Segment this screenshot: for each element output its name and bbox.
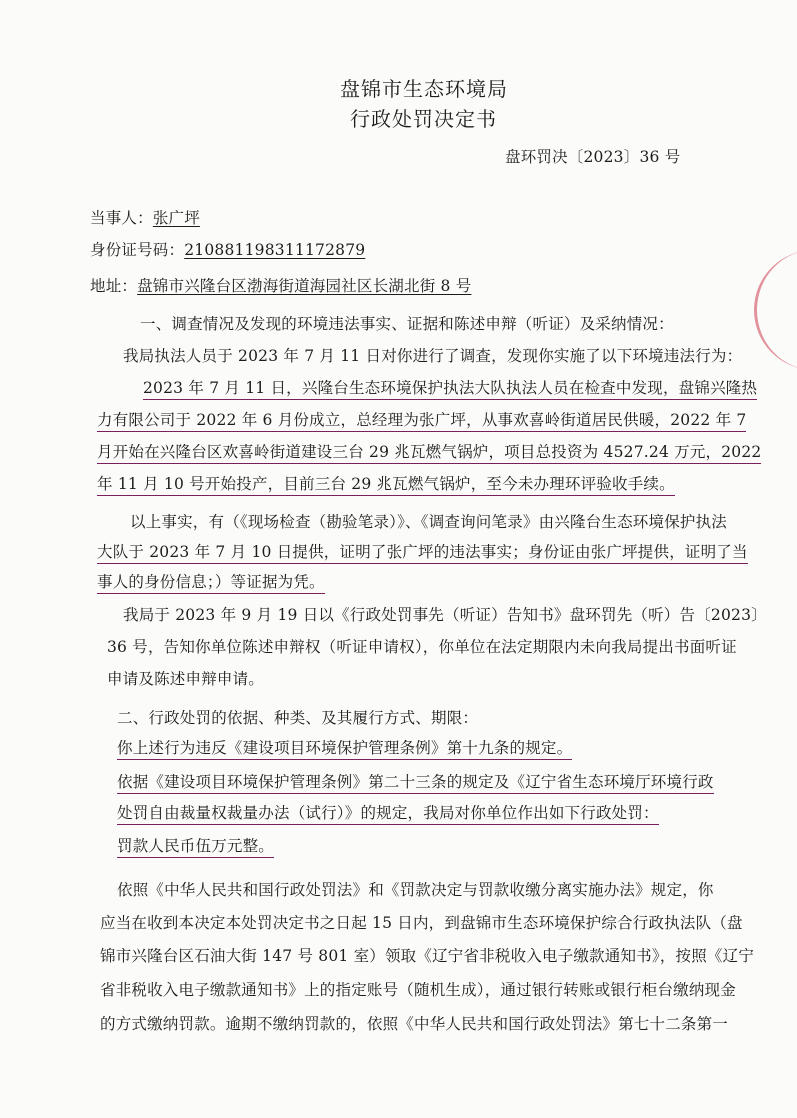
violation-line-3: 月开始在兴隆台区欢喜岭街道建设三台 29 兆瓦燃气锅炉，项目总投资为 4527.24 万元，2022 <box>97 442 761 464</box>
paragraph-investigation: 我局执法人员于 2023 年 7 月 11 日对你进行了调查，发现你实施了以下环境违法行为： <box>123 347 743 365</box>
payment-line-4: 省非税收入电子缴款通知书》上的指定账号（随机生成），通过银行转账或银行柜台缴纳现金 <box>100 981 736 999</box>
party-address: 盘锦市兴隆台区渤海街道海园社区长湖北街 8 号 <box>137 277 472 295</box>
party-name-label: 当事人： <box>90 209 153 227</box>
party-id-number: 210881198311172879 <box>184 241 366 259</box>
party-name-row <box>90 208 200 228</box>
agency-title: 盘锦市生态环境局 <box>340 77 508 101</box>
notice-line-3: 申请及陈述申辩申请。 <box>107 670 265 688</box>
document-number: 盘环罚决〔2023〕36 号 <box>505 148 681 166</box>
evidence-line-3: 事人的身份信息；）等证据为凭。 <box>97 572 325 594</box>
violation-line-1: 2023 年 7 月 11 日，兴隆台生态环境保护执法大队执法人员在检查中发现，盘锦兴隆热 <box>143 378 757 400</box>
party-id-row <box>90 240 365 260</box>
party-name: 张广坪 <box>152 209 200 227</box>
evidence-line-2: 大队于 2023 年 7 月 10 日提供，证明了张广坪的违法事实；身份证由张广坪提供，证明了当 <box>97 542 748 564</box>
payment-line-3: 锦市兴隆台区石油大街 147 号 801 室）领取《辽宁省非税收入电子缴款通知书》，按照《辽宁 <box>100 947 755 965</box>
violated-regulation: 你上述行为违反《建设项目环境保护管理条例》第十九条的规定。 <box>117 738 572 760</box>
party-address-row <box>90 276 471 296</box>
penalty-amount: 罚款人民币伍万元整。 <box>117 836 274 858</box>
notice-line-1: 我局于 2023 年 9 月 19 日以《行政处罚事先（听证）告知书》盘环罚先（听）告〔2023〕 <box>123 606 767 624</box>
party-id-label: 身份证号码： <box>90 241 185 259</box>
evidence-line-1: 以上事实，有（《现场检查（勘验笔录）》、《调查询问笔录》由兴隆台生态环境保护执法 <box>130 513 728 531</box>
section-2-heading: 二、行政处罚的依据、种类、及其履行方式、期限： <box>117 709 479 727</box>
legal-basis-line-2: 处罚自由裁量权裁量办法（试行）》的规定，我局对你单位作出如下行政处罚： <box>117 803 659 825</box>
violation-line-4: 年 11 月 10 号开始投产，目前三台 29 兆瓦燃气锅炉，至今未办理环评验收手续。 <box>97 474 675 496</box>
party-address-label: 地址： <box>90 277 138 295</box>
payment-line-5: 的方式缴纳罚款。逾期不缴纳罚款的，依照《中华人民共和国行政处罚法》第七十二条第一 <box>100 1015 729 1033</box>
official-seal-fragment <box>754 250 797 370</box>
notice-line-2: 36 号，告知你单位陈述申辩权（听证申请权），你单位在法定期限内未向我局提出书面听证 <box>107 638 737 656</box>
violation-line-2: 力有限公司于 2022 年 6 月份成立，总经理为张广坪，从事欢喜岭街道居民供暖，2022 年 7 <box>97 410 746 432</box>
payment-line-1: 依照《中华人民共和国行政处罚法》和《罚款决定与罚款收缴分离实施办法》规定，你 <box>117 881 714 899</box>
payment-line-2: 应当在收到本决定本处罚决定书之日起 15 日内，到盘锦市生态环境保护综合行政执法队（盘 <box>100 914 743 932</box>
section-1-heading: 一、调查情况及发现的环境违法事实、证据和陈述申辩（听证）及采纳情况： <box>140 315 674 333</box>
document-type-title: 行政处罚决定书 <box>350 107 497 131</box>
legal-basis-line-1: 依据《建设项目环境保护管理条例》第二十三条的规定及《辽宁省生态环境厅环境行政 <box>117 772 714 794</box>
